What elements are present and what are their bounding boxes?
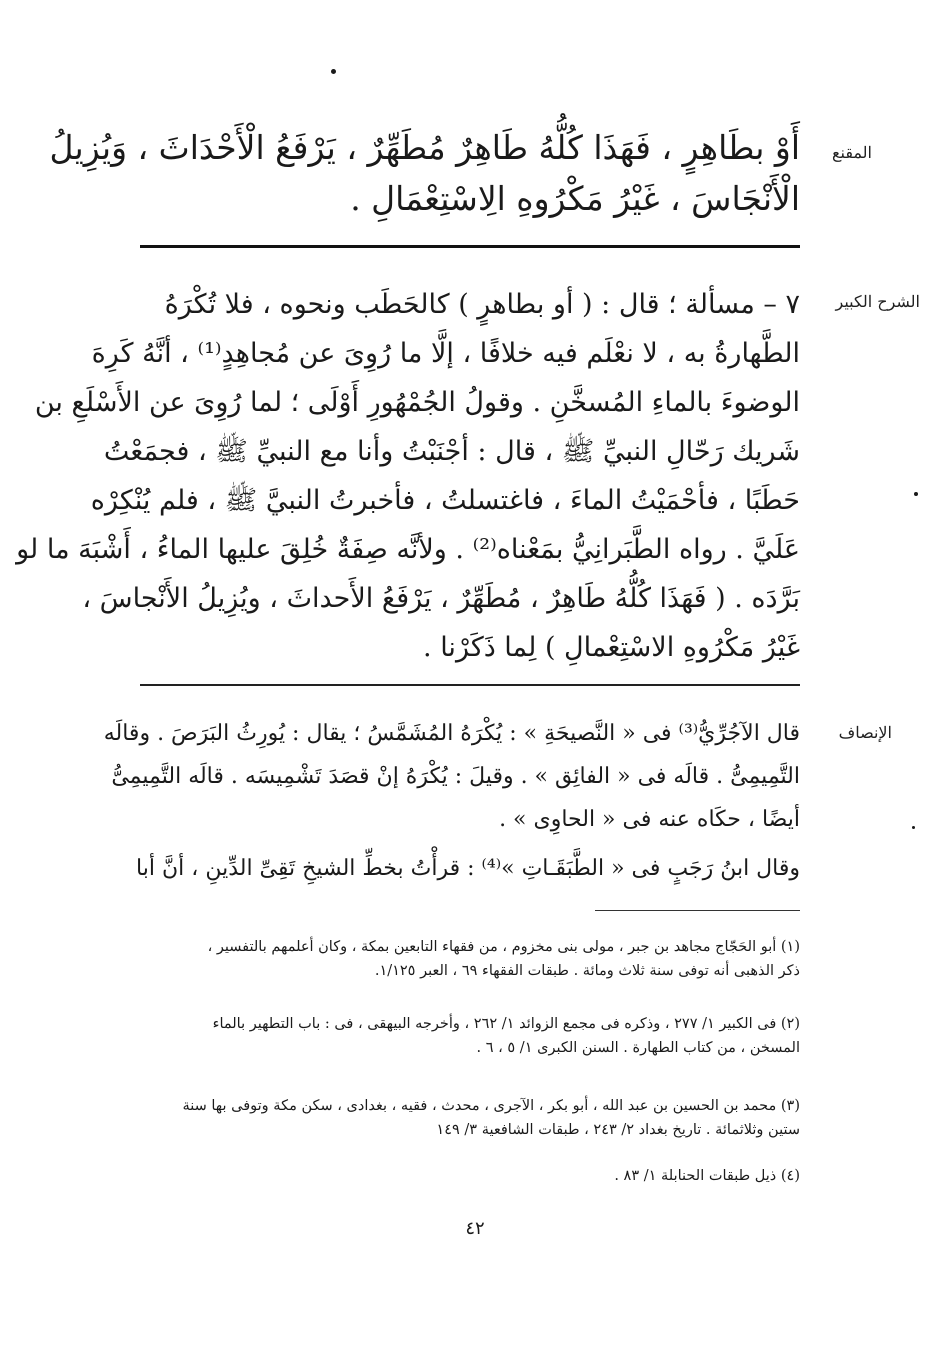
footnote-line: المسخن ، من كتاب الطهارة . السنن الكبرى ١/ ٥ ، ٦ . <box>476 1040 800 1056</box>
footnote-line: (٣) محمد بن الحسين بن عبد الله ، أبو بكر ، الآجرى ، محدث ، فقيه ، بغدادى ، سكن مكة وتوفى بها سنة <box>182 1098 800 1114</box>
sharh-line: حَطَبًا ، فأحْمَيْتُ الماءَ ، فاغتسلتُ ، فأخبرتُ النبيَّ ﷺ ، فلم يُنْكِرْه <box>90 485 800 516</box>
insaf-line: وقال ابنُ رَجَبٍ فى « الطَّبَقَـاتِ »⁽⁴⁾ : قرأْتُ بخطِّ الشيخِ تَقِىِّ الدِّينِ ، أنَّ أبا <box>136 856 800 881</box>
sharh-line: غَيْرُ مَكْرُوهِ الاسْتِعْمالِ ) لِما ذَكَرْنا . <box>423 632 800 663</box>
ink-speck <box>914 492 918 496</box>
footnote-3 <box>135 1094 800 1142</box>
margin-label-sharh: الشرح الكبير <box>835 292 920 311</box>
footnote-separator <box>595 910 800 911</box>
sharh-line: شَريك رَحّالِ النبيِّ ﷺ ، قال : أجْنَبْتُ وأنا مع النبيِّ ﷺ ، فجمَعْتُ <box>103 436 800 467</box>
section-divider-thick <box>140 245 800 248</box>
margin-label-insaf: الإنصاف <box>838 723 892 742</box>
footnote-4 <box>135 1164 800 1188</box>
page-number: ٤٢ <box>465 1218 485 1239</box>
footnote-line: (٢) فى الكبير ١/ ٢٧٧ ، وذكره فى مجمع الزوائد ١/ ٢٦٢ ، وأخرجه البيهقى ، فى : باب التطهير بالماء <box>212 1016 800 1032</box>
sharh-line: عَلَيَّ . رواه الطَّبَرانِيُّ بمَعْناه⁽²⁾ . ولأنَّه صِفَةٌ خُلِقَ عليها الماءُ ، أَشْبَهَ ما لو <box>16 534 800 565</box>
footnote-1 <box>135 935 800 983</box>
muqni-line: الْأَنْجَاسَ ، غَيْرُ مَكْرُوهِ الِاسْتِعْمَالِ . <box>350 179 800 218</box>
sharh-line: بَرَّدَه . ( فَهَذَا كُلُّهُ طَاهِرٌ ، مُطَهِّرٌ ، يَرْفَعُ الأَحداثَ ، ويُزِيلُ الأَنْجاسَ ، <box>82 583 800 614</box>
margin-label-muqni: المقنع <box>831 143 872 162</box>
insaf-line: أيضًا ، حكَاه عنه فى « الحاوِى » . <box>499 807 800 832</box>
footnote-line: (٤) ذيل طبقات الحنابلة ١/ ٨٣ . <box>614 1168 800 1184</box>
sharh-text-block <box>16 280 800 672</box>
section-divider-thin <box>140 684 800 686</box>
insaf-line: قال الآجُرِّيُّ⁽³⁾ فى « النَّصيحَةِ » : يُكْرَهُ المُشَمَّسُ ؛ يقال : يُورِثُ البَرَصَ . وقالَه <box>103 721 800 746</box>
insaf-text-block <box>103 712 800 890</box>
muqni-line: أَوْ بطَاهِرٍ ، فَهَذَا كُلُّهُ طَاهِرٌ مُطَهِّرٌ ، يَرْفَعُ الْأَحْدَاثَ ، وَيُزِيلُ <box>49 128 800 167</box>
sharh-line: الطَّهارةُ به ، لا نعْلَم فيه خلافًا ، إلَّا ما رُوِىَ عن مُجاهِدٍ⁽¹⁾ ، أنَّهُ كَرِهَ <box>91 338 800 369</box>
footnote-line: ذكر الذهبى أنه توفى سنة ثلاث ومائة . طبقات الفقهاء ٦٩ ، العبر ١/١٢٥. <box>374 963 800 979</box>
sharh-line: ٧ – مسألة ؛ قال : ( أو بطاهرٍ ) كالحَطَب ونحوه ، فلا تُكْرَهُ <box>164 289 800 320</box>
footnote-line: ستين وثلاثمائة . تاريخ بغداد ٢/ ٢٤٣ ، طبقات الشافعية ٣/ ١٤٩ <box>436 1122 800 1138</box>
ink-speck <box>912 826 915 829</box>
sharh-line: الوضوءَ بالماءِ المُسخَّنِ . وقولُ الجُمْهُورِ أَوْلَى ؛ لما رُوِىَ عن الأَسْلَعِ بن <box>34 387 800 418</box>
muqni-text-block <box>49 122 800 224</box>
insaf-line: التَّمِيمِىُّ . قالَه فى « الفائِق » . وقيلَ : يُكْرَهُ إنْ قصَدَ تَشْمِيسَه . قالَه التَّمِيمِىُّ <box>111 764 800 789</box>
footnote-line: (١) أبو الحَجّاج مجاهد بن جبر ، مولى بنى مخزوم ، من فقهاء التابعين بمكة ، وكان أعلمهم بالتفسير ، <box>207 939 800 955</box>
footnote-2 <box>135 1012 800 1060</box>
ink-speck <box>331 69 336 74</box>
